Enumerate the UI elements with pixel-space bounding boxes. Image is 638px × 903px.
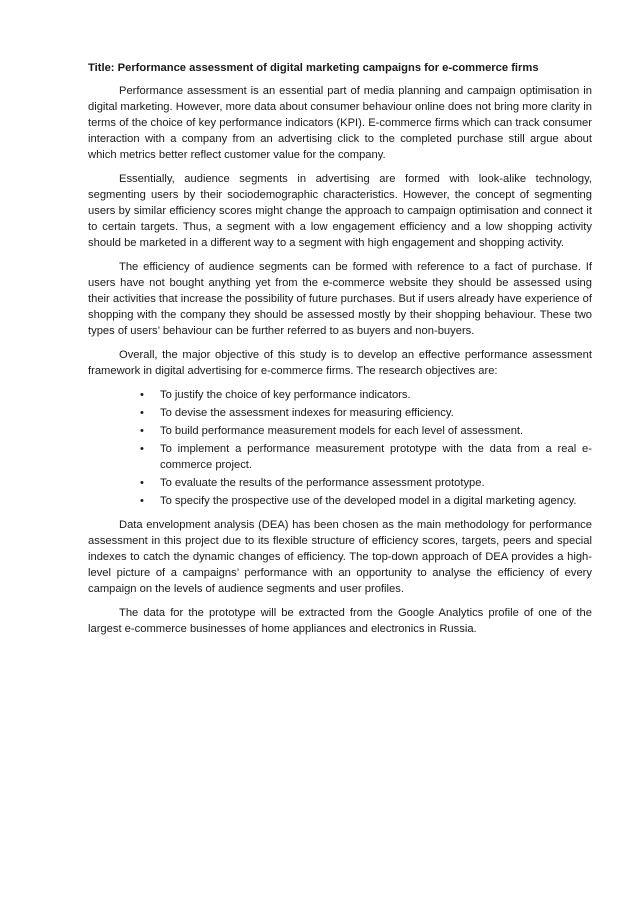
list-item-text: To evaluate the results of the performance assessment prototype. [160,477,485,489]
bullet-icon: • [140,425,144,437]
list-item [140,423,592,439]
paragraph-intro: Performance assessment is an essential part of media planning and campaign optimisation in digital marketing. However, more data about consumer behaviour online does not bring more clarity in terms of the choice of key performance indicators (KPI). E-commerce firms which can track consumer interaction with a company from an advertising click to the completed purchase still argue about which metrics better reflect customer value for the company. [88,85,592,161]
list-item-text: To implement a performance measurement prototype with the data from a real e-commerce project. [160,443,592,471]
list-item [140,405,592,421]
paragraph-methodology: Data envelopment analysis (DEA) has been chosen as the main methodology for performance assessment in this project due to its flexible structure of efficiency scores, targets, peers and special indexes to catch the dynamic changes of efficiency. The top-down approach of DEA provides a high-level picture of a campaigns’ performance with an opportunity to analyse the efficiency of every campaign on the levels of audience segments and user profiles. [88,519,592,595]
paragraph-objective: Overall, the major objective of this study is to develop an effective performance assessment framework in digital advertising for e-commerce firms. The research objectives are: [88,349,592,377]
bullet-icon: • [140,443,144,455]
list-item [140,475,592,491]
document-title: Title: Performance assessment of digital marketing campaigns for e-commerce firms [88,62,539,74]
paragraph-data-source: The data for the prototype will be extracted from the Google Analytics profile of one of the largest e-commerce businesses of home appliances and electronics in Russia. [88,607,592,635]
list-item-text: To devise the assessment indexes for measuring efficiency. [160,407,454,419]
bullet-icon: • [140,477,144,489]
bullet-icon: • [140,407,144,419]
list-item-text: To build performance measurement models for each level of assessment. [160,425,524,437]
list-item [140,441,592,473]
list-item [140,493,592,509]
document-page [88,60,592,645]
list-item-text: To specify the prospective use of the developed model in a digital marketing agency. [160,495,577,507]
paragraph-efficiency: The efficiency of audience segments can be formed with reference to a fact of purchase. If users have not bought anything yet from the e-commerce website they should be assessed using their activities that increase the possibility of future purchases. But if users already have experience of shopping with the company they should be assessed mostly by their shopping behaviour. These two types of users’ behaviour can be further referred to as buyers and non-buyers. [88,261,592,337]
paragraph-segments: Essentially, audience segments in advertising are formed with look-alike technology, segmenting users by their sociodemographic characteristics. However, the concept of segmenting users by similar efficiency scores might change the approach to campaign optimisation and connect it to certain targets. Thus, a segment with a low engagement efficiency and a low shopping activity should be marketed in a different way to a segment with high engagement and shopping activity. [88,173,592,249]
bullet-icon: • [140,495,144,507]
list-item-text: To justify the choice of key performance indicators. [160,389,411,401]
bullet-icon: • [140,389,144,401]
objectives-list [88,387,592,509]
list-item [140,387,592,403]
